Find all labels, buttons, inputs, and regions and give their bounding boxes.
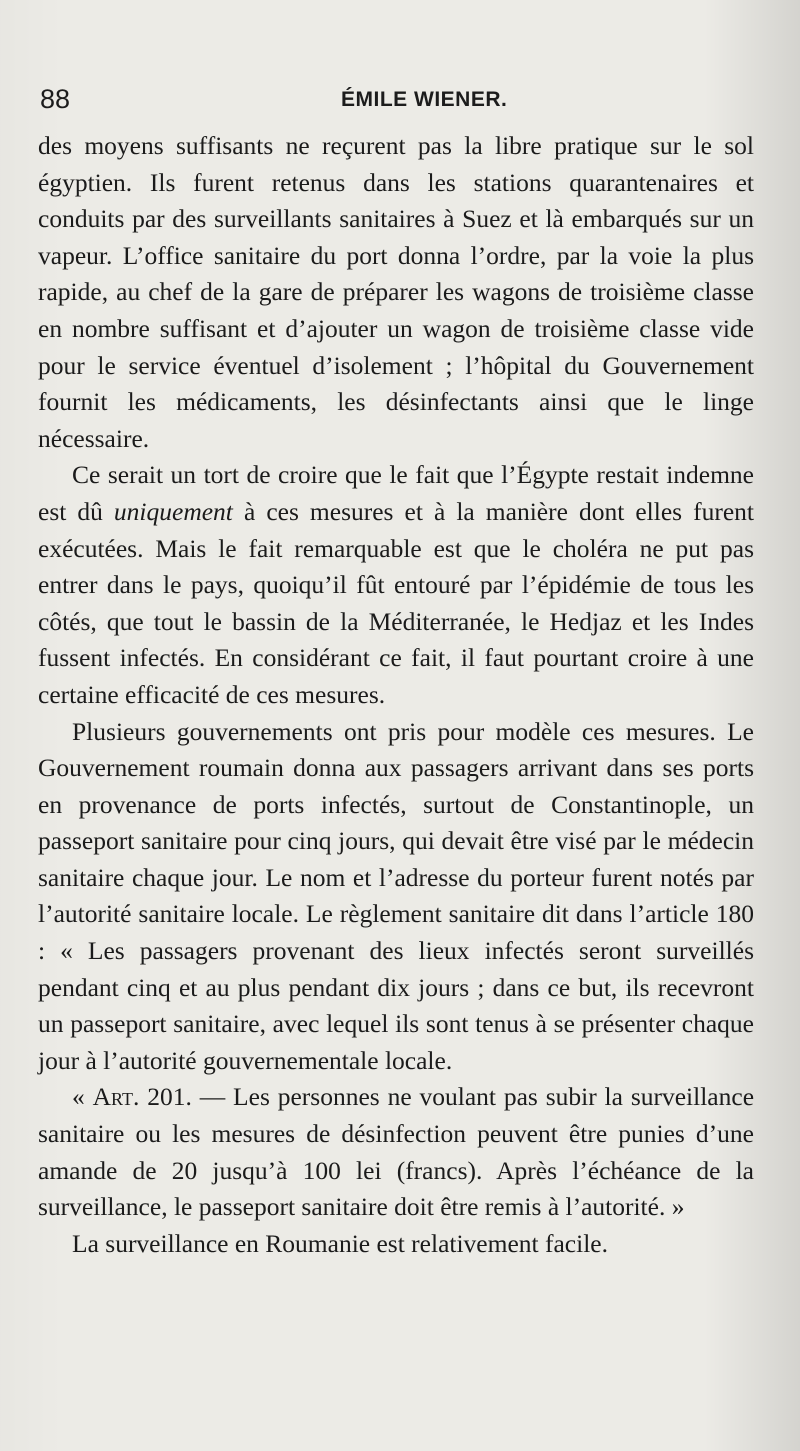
paragraph-1: des moyens suffisants ne reçurent pas la libre pratique sur le sol égyptien. Ils furent retenus dans les stations quarantenaires et conduits par des surveillants sanitaires à Suez et là embarqués sur un vapeur. L’office sanitaire du port donna l’ordre, par la voie la plus rapide, au chef de la gare de préparer les wagons de troisième classe en nombre suffisant et d’ajouter un wagon de troisième classe vide pour le service éventuel d’isolement ; l’hôpital du Gouvernement fournit les médicaments, les désinfectants ainsi que le linge nécessaire.	[38, 131, 754, 453]
body-text	[38, 128, 754, 1262]
paragraph-4	[38, 1079, 754, 1225]
paragraph-3: Plusieurs gouvernements ont pris pour modèle ces mesures. Le Gouvernement roumain donna aux passagers arrivant dans ses ports en provenance de ports infectés, surtout de Constantinople, un passeport sanitaire pour cinq jours, qui devait être visé par le médecin sanitaire chaque jour. Le nom et l’adresse du porteur furent notés par l’autorité sanitaire locale. Le règlement sanitaire dit dans l’article 180 : « Les passagers provenant des lieux infectés seront surveillés pendant cinq et au plus pendant dix jours ; dans ce but, ils recevront un passeport sanitaire, avec lequel ils sont tenus à se présenter chaque jour à l’autorité gouvernementale locale.	[38, 716, 754, 1075]
emphasis-uniquement: uniquement	[113, 496, 233, 526]
article-abbrev: Art.	[92, 1082, 140, 1112]
running-head: ÉMILE WIENER.	[341, 88, 508, 111]
paragraph-5: La surveillance en Roumanie est relativement facile.	[72, 1228, 608, 1258]
paragraph-4-text: 201. — Les personnes ne voulant pas subir la surveillance sanitaire ou les mesures de désinfection peuvent être punies d’une amande de 20 jusqu’à 100 lei (francs). Après l’échéance de la surveillance, le passeport sanitaire doit être remis à l’autorité. »	[38, 1082, 755, 1222]
page-number: 88	[40, 84, 71, 114]
paragraph-2	[38, 457, 754, 713]
quote-mark: «	[72, 1082, 93, 1112]
page-header	[36, 84, 760, 124]
paragraph-2-start: Ce serait un tort de croire que le fait que l’Égypte restait indemne est dû	[38, 460, 754, 526]
paragraph-2-end: à ces mesures et à la manière dont elles furent exécutées. Mais le fait remarquable est que le choléra ne put pas entrer dans le pays, quoiqu’il fût entouré par l’épidémie de tous les côtés, que tout le bassin de la Méditerranée, le Hedjaz et les Indes fussent infectés. En considérant ce fait, il faut pourtant croire à une certaine efficacité de ces mesures.	[38, 496, 754, 709]
